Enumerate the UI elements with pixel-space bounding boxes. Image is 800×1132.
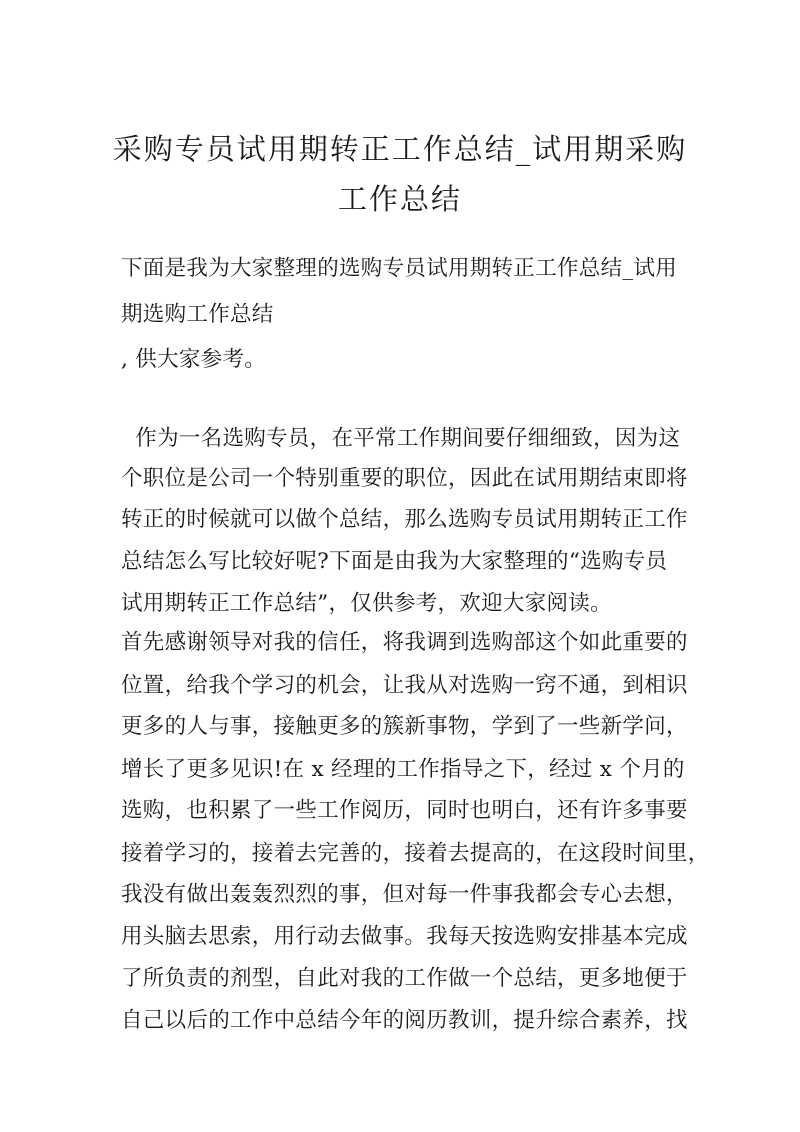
- paragraph-1-line: 个职位是公司一个特别重要的职位，因此在试用期结束即将: [121, 466, 688, 491]
- paragraph-2-line: 我没有做出轰轰烈烈的事，但对每一件事我都会专心去想，: [121, 882, 688, 907]
- paragraph-1-line: 转正的时候就可以做个总结，那么选购专员试用期转正工作: [121, 507, 688, 532]
- paragraph-2-line: 首先感谢领导对我的信任，将我调到选购部这个如此重要的: [121, 630, 688, 655]
- intro-line: 期选购工作总结: [121, 302, 274, 327]
- document-title-line-1: 采购专员试用期转正工作总结_试用期采购: [112, 132, 688, 166]
- paragraph-2-line: 选购，也积累了一些工作阅历，同时也明白，还有许多事要: [121, 798, 688, 823]
- intro-line: 下面是我为大家整理的选购专员试用期转正工作总结_试用: [121, 256, 678, 281]
- paragraph-2-line: 了所负责的剂型，自此对我的工作做一个总结，更多地便于: [121, 966, 688, 991]
- paragraph-1-line: 试用期转正工作总结”，仅供参考，欢迎大家阅读。: [121, 591, 612, 616]
- paragraph-2-line: 位置，给我个学习的机会，让我从对选购一窍不通，到相识: [121, 673, 688, 698]
- paragraph-2-line: 更多的人与事，接触更多的簇新事物，学到了一些新学问，: [121, 714, 688, 739]
- paragraph-2-line: 接着学习的，接着去完善的，接着去提高的，在这段时间里，: [121, 841, 710, 866]
- paragraph-1-line: 总结怎么写比较好呢?下面是由我为大家整理的“选购专员: [121, 549, 668, 574]
- paragraph-2-line: 自己以后的工作中总结今年的阅历教训，提升综合素养，找: [121, 1008, 688, 1033]
- intro-line: , 供大家参考。: [121, 347, 267, 372]
- paragraph-2-line: 用头脑去思索，用行动去做事。我每天按选购安排基本完成: [121, 924, 688, 949]
- paragraph-1-line: 作为一名选购专员，在平常工作期间要仔细细致，因为这: [121, 426, 681, 451]
- document-title-line-2: 工作总结: [337, 182, 462, 216]
- paragraph-2-line: 增长了更多见识!在 x 经理的工作指导之下，经过 x 个月的: [121, 757, 685, 782]
